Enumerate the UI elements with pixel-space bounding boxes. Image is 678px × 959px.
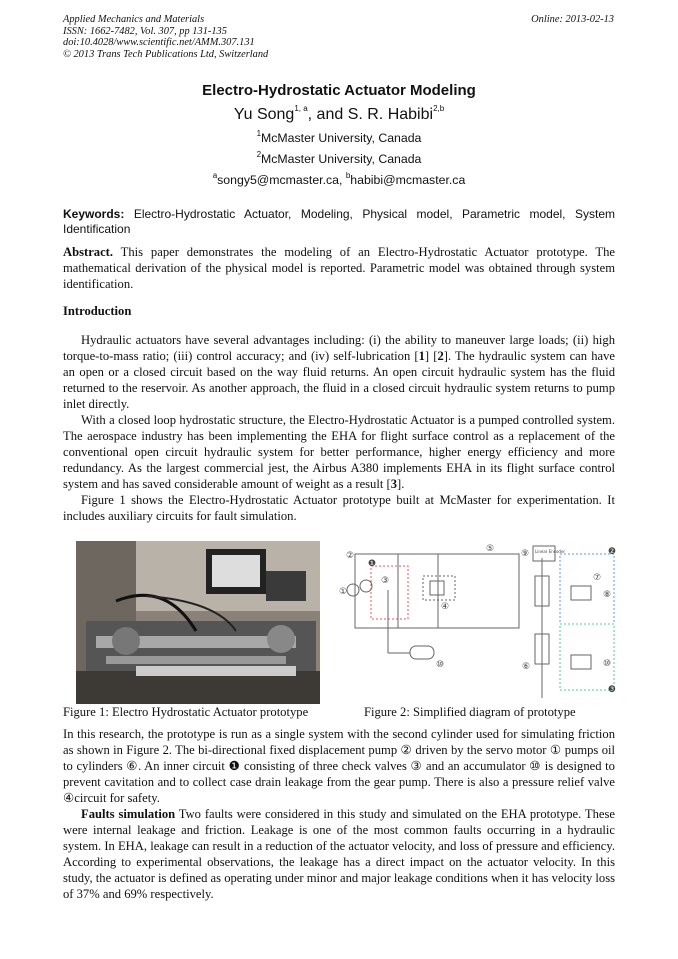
online-date: Online: 2013-02-13	[531, 14, 614, 25]
aff-text: McMaster University, Canada	[261, 131, 422, 145]
section-heading: Introduction	[63, 304, 132, 318]
author-1-sup: 1, a	[294, 104, 308, 113]
figure-2-diagram	[338, 538, 620, 698]
author-1: Yu Song	[233, 106, 295, 123]
email-b: habibi@mcmaster.ca	[350, 173, 466, 187]
email-a: songy5@mcmaster.ca,	[217, 173, 346, 187]
author-2-sup: 2,b	[433, 104, 445, 113]
label-9: ⑨	[521, 549, 530, 559]
label-3: ③	[381, 576, 390, 586]
paper-title: Electro-Hydrostatic Actuator Modeling	[202, 82, 476, 99]
journal-name: Applied Mechanics and Materials	[63, 14, 205, 25]
emails	[0, 173, 678, 187]
copyright: © 2013 Trans Tech Publications Ltd, Switzerland	[63, 48, 269, 60]
encoder-label: Linear Encoder	[535, 549, 566, 554]
affiliation-1	[0, 131, 678, 145]
label-6: ⑥	[522, 662, 531, 672]
label-2: ②	[346, 551, 355, 561]
email-sup: a	[212, 171, 218, 180]
body-text	[63, 726, 615, 902]
figure-1-caption: Figure 1: Electro Hydrostatic Actuator prototype	[63, 705, 309, 719]
intro-paragraph-1: Hydraulic actuators have several advantages including: (i) the ability to maneuver large loads; (ii) high torque-to-mass ratio; (iii) control accuracy; and (iv) self-lubrication [1] [2]. The hydraulic system can have an open or a closed circuit based on the way fluid returns. An open circuit hydraulic system has the fluid returned to the reservoir. As another approach, the fluid in a closed circuit hydraulic system returns to pump inlet directly.	[63, 333, 615, 411]
label-7: ⑦	[593, 573, 602, 583]
aff-text: McMaster University, Canada	[261, 152, 422, 166]
label-8: ⑧	[603, 590, 612, 600]
label-filled-2: ❷	[608, 547, 617, 557]
body-paragraph-1: In this research, the prototype is run as a single system with the second cylinder used for simulating friction as shown in Figure 2. The bi-directional fixed displacement pump ② driven by the servo motor ① pumps oil to cylinders ⑥. An inner circuit ❶ consisting of three check valves ③ and an accumulator ⑩ is designed to prevent cavitation and to collect case drain leakage from the gear pump. There is also a pressure relief valve ④circuit for safety.	[63, 727, 616, 805]
faults-paragraph: Faults simulation Two faults were considered in this study and simulated on the EHA prototype. These were internal leakage and friction. Leakage is one of the most common faults occurring in a hydraulic system. In EHA, leakage can result in a reduction of the actuator velocity, and loss of pressure and efficiency. According to experimental observations, the leakage has a direct impact on the actuator velocity. In this study, the actuator is defined as operating under minor and major leakage conditions when it has velocity loss of 37% and 69% respectively.	[63, 807, 615, 901]
label-5: ⑤	[486, 544, 495, 554]
introduction	[63, 303, 615, 524]
intro-paragraph-2: With a closed loop hydrostatic structure, the Electro-Hydrostatic Actuator is a pumped controlled system. The aerospace industry has been implementing the EHA for flight surface control as a replacement of the conventional open circuit hydraulic system for better performance, higher energy efficiency and more redundancy. As the largest commercial jest, the Airbus A380 implements EHA in its flight surface control system and has saved considerable amount of weight as a result [3].	[63, 413, 615, 491]
doi: doi:10.4028/www.scientific.net/AMM.307.131	[63, 37, 255, 49]
email-sup: b	[345, 171, 351, 180]
author-2: , and S. R. Habibi	[307, 106, 434, 123]
keywords	[63, 207, 615, 237]
figure-2-caption: Figure 2: Simplified diagram of prototype	[364, 705, 576, 719]
aff-sup: 1	[256, 129, 262, 138]
affiliation-2	[0, 152, 678, 166]
label-filled-3: ❸	[608, 685, 617, 695]
issn: ISSN: 1662-7482, Vol. 307, pp 131-135	[63, 25, 227, 37]
journal-header	[63, 14, 268, 60]
label-filled-1: ❶	[368, 559, 377, 569]
intro-paragraph-3: Figure 1 shows the Electro-Hydrostatic Actuator prototype built at McMaster for experimentation. It includes auxiliary circuits for fault simulation.	[63, 493, 615, 523]
label-10b: ⑩	[603, 659, 612, 669]
figure-1-photo	[76, 541, 320, 704]
aff-sup: 2	[256, 150, 262, 159]
label-1: ①	[339, 587, 348, 597]
abstract-text: This paper demonstrates the modeling of an Electro-Hydrostatic Actuator prototype. The mathematical derivation of the physical model is reported. Parametric model was obtained through system identification.	[63, 245, 615, 291]
abstract-label: Abstract.	[63, 245, 114, 259]
label-10: ⑩	[436, 660, 445, 670]
keywords-label: Keywords:	[63, 207, 125, 221]
label-4: ④	[441, 602, 450, 612]
abstract	[63, 244, 615, 292]
keywords-text: Electro-Hydrostatic Actuator, Modeling, Physical model, Parametric model, System Identification	[63, 207, 615, 236]
authors	[0, 106, 678, 124]
